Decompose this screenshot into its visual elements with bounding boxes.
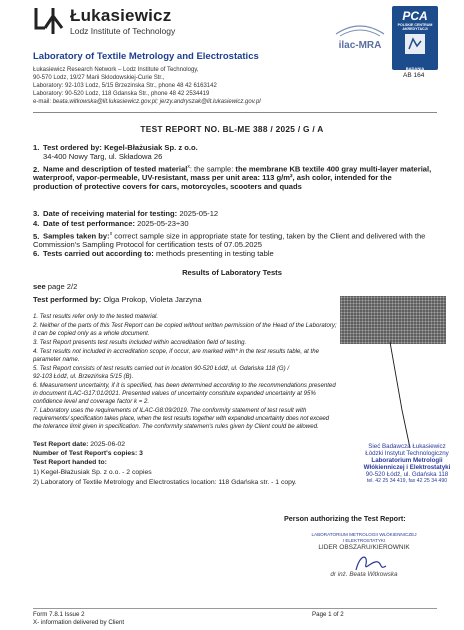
performed-value: Olga Prokop, Violeta Jarzyna [101, 295, 202, 304]
see-label: see [33, 282, 46, 291]
item-sup: x [187, 164, 190, 170]
item-number: 3. [33, 209, 40, 218]
note-2a: 2. Neither of the parts of this Test Report can be copied without written permission of the Head of the Laboratory; [33, 322, 337, 329]
header-divider [33, 112, 437, 113]
note-3: 3. Test Report presents test results included within accreditation field of testing. [33, 339, 247, 346]
email-values: beata.witkowska@lit.lukasiewicz.gov.pl; jerzy.andryszak@lit.lukasiewicz.gov.pl [52, 99, 261, 105]
note-6c: confidence level and coverage factor k = 2. [33, 398, 150, 405]
signature-block [294, 532, 434, 578]
handed-label: Test Report handed to: [33, 459, 107, 466]
sign-line-2: I ELEKTROSTATYKI [342, 537, 386, 543]
pca-title: PCA [402, 9, 428, 23]
see-value: page 2/2 [45, 282, 78, 291]
note-5a: 5. Test Report consists of test results carried out in location 90-520 Łódź, ul. Gdańska 118 (G) / [33, 365, 290, 372]
address-line-4: Laboratory: 90-520 Lodz, 118 Gdanska Str., phone 48 42 2534419 [33, 91, 210, 97]
item-sup: x [109, 231, 113, 237]
authorizing-label: Person authorizing the Test Report: [284, 514, 406, 523]
ilac-mra-logo-icon [330, 20, 390, 58]
report-date-value: 2025-06-02 [88, 441, 126, 448]
note-7c: the tolerance limit given in specification. The conformity statemen's rules given by Client could be allowed. [33, 423, 319, 430]
report-number: TEST REPORT NO. BL-ME 388 / 2025 / G / A [140, 124, 324, 134]
address-line-3: Laboratory: 92-103 Lodz, 5/15 Brzezinska Str., phone 48 42 6163142 [33, 83, 217, 89]
pca-line2: AKREDYTACJI [402, 27, 428, 31]
item-number: 4. [33, 219, 40, 228]
note-5b: 92-103 Łódź, ul. Brzezińska 5/15 (B). [33, 373, 134, 380]
pca-line3: BADANIA [405, 66, 425, 71]
note-4a: 4. Test results not included in accreditation scope, if occur, are marked with* in the test results table, at the [33, 348, 319, 355]
stamp-line-4: Włókienniczej i Elektrostatyki [363, 464, 451, 471]
report-date-label: Test Report date: [33, 441, 89, 448]
note-6a: 6. Measurement uncertainty, if it is specified, has been determined according to the recommendations presented [33, 382, 336, 389]
note-6b: in document ILAC-G17:01/2021. Presented values of uncertainty constitute expanded uncertainty at 95% [33, 390, 316, 397]
note-1: 1. Test results refer only to the tested material. [33, 313, 159, 320]
footer-note: X- information delivered by Client [33, 619, 125, 626]
accreditation-number: AB 164 [403, 72, 425, 79]
email-line [33, 98, 261, 106]
results-title: Results of Laboratory Tests [182, 268, 282, 277]
footer-form: Form 7.8.1 Issue 2 [33, 611, 85, 618]
item-value: the membrane KB textile 400 gray multi-layer material, waterproof, vapor-permeable, UV-resistant, mass per unit area: 113 g/m², ash color, intended for the production of protective covers for cars, motorcycles, scooters and quads [33, 164, 432, 192]
stamp-line-2: Łódzki Instytut Technologiczny [365, 450, 449, 457]
pca-emblem-icon [392, 31, 438, 61]
signature-stroke-icon [360, 340, 440, 450]
item-number: 5. [33, 231, 40, 241]
item-receiving-date [33, 210, 433, 219]
note-2b: it can be copied only as a whole document. [33, 330, 150, 337]
item-label: Date of receiving material for testing: [43, 209, 178, 218]
note-4b: parameter name. [33, 356, 80, 363]
item-value: Kegel-Błażusiak Sp. z o.o. [104, 143, 198, 152]
item-ordered-address: 34-400 Nowy Targ, ul. Składowa 26 [43, 152, 163, 161]
see-page [33, 283, 433, 292]
item-methods [33, 250, 433, 259]
item-label: Test ordered by: [43, 143, 102, 152]
item-samples [33, 230, 433, 250]
item-value: correct sample size in appropriate state for testing, taken by the Client and delivered with the Commission's Sampling Protocol for certification tests of 07.05.2025 [33, 231, 426, 250]
email-label: e-mail: [33, 99, 52, 105]
item-number: 6. [33, 249, 40, 258]
sign-line-1: LABORATORIUM METROLOGII WŁÓKIENNICZEJ [311, 532, 417, 537]
item-value: 2025-05-12 [177, 209, 219, 218]
item-number: 2. [33, 164, 40, 174]
item-label: Name and description of tested material [43, 164, 188, 174]
address-line-1: Łukasiewicz Research Network – Lodz Institute of Technology, [33, 67, 199, 73]
item-label: Date of test performance: [43, 219, 135, 228]
pca-line1: POLSKIE CENTRUM [397, 23, 433, 27]
item-label: Tests carried out according to: [43, 249, 154, 258]
lukasiewicz-logo-icon [33, 6, 65, 36]
stamp-line-6: tel. 42 25 34 419, fax 42 25 34 490 [366, 478, 448, 484]
footer-divider [33, 608, 437, 609]
address-line-2: 90-570 Lodz, 19/27 Marii Sklodowskiej-Curie Str., [33, 75, 165, 81]
performed-label: Test performed by: [33, 295, 102, 304]
copies-count: Number of Test Report's copies: 3 [33, 450, 143, 457]
stamp-line-1: Sieć Badawcza Łukasiewicz [368, 443, 446, 450]
item-text: : the sample: [189, 164, 236, 174]
brand-name: Łukasiewicz [70, 6, 172, 25]
item-number: 1. [33, 143, 40, 152]
sign-line-3: LIDER OBSZARU/KIEROWNIK [318, 544, 410, 551]
note-7b: requirements/ specification takes place, when the test results together with expanded uncertainty does not exceed [33, 415, 329, 422]
note-7a: 7. Laboratory uses the requirements of ILAC-G8:09/2019. The conformity statement of test result with [33, 407, 307, 414]
lab-stamp [352, 443, 462, 485]
stamp-line-5: 90-520 Łódź, ul. Gdańska 118 [365, 471, 449, 478]
sign-line-4: dr inż. Beata Witkowska [330, 571, 398, 578]
item-test-date [33, 220, 433, 229]
ilac-text: ilac-MRA [338, 40, 382, 51]
pca-badge [392, 6, 438, 70]
footer-page: Page 1 of 2 [312, 611, 344, 618]
item-material [33, 163, 433, 192]
stamp-line-3: Laboratorium Metrologii [371, 457, 443, 464]
handed-2: 2) Laboratory of Textile Metrology and Electrostatics location: 118 Gdańska str. - 1 copy. [33, 479, 297, 486]
brand-subtitle: Lodz Institute of Technology [70, 26, 176, 36]
item-value: methods presenting in testing table [153, 249, 274, 258]
item-value: 2025-05-23÷30 [135, 219, 189, 228]
lab-title: Laboratory of Textile Metrology and Electrostatics [33, 51, 259, 62]
item-label: Samples taken by: [43, 231, 110, 241]
handed-1: 1) Kegel-Błażusiak Sp. z o.o. - 2 copies [33, 469, 152, 476]
